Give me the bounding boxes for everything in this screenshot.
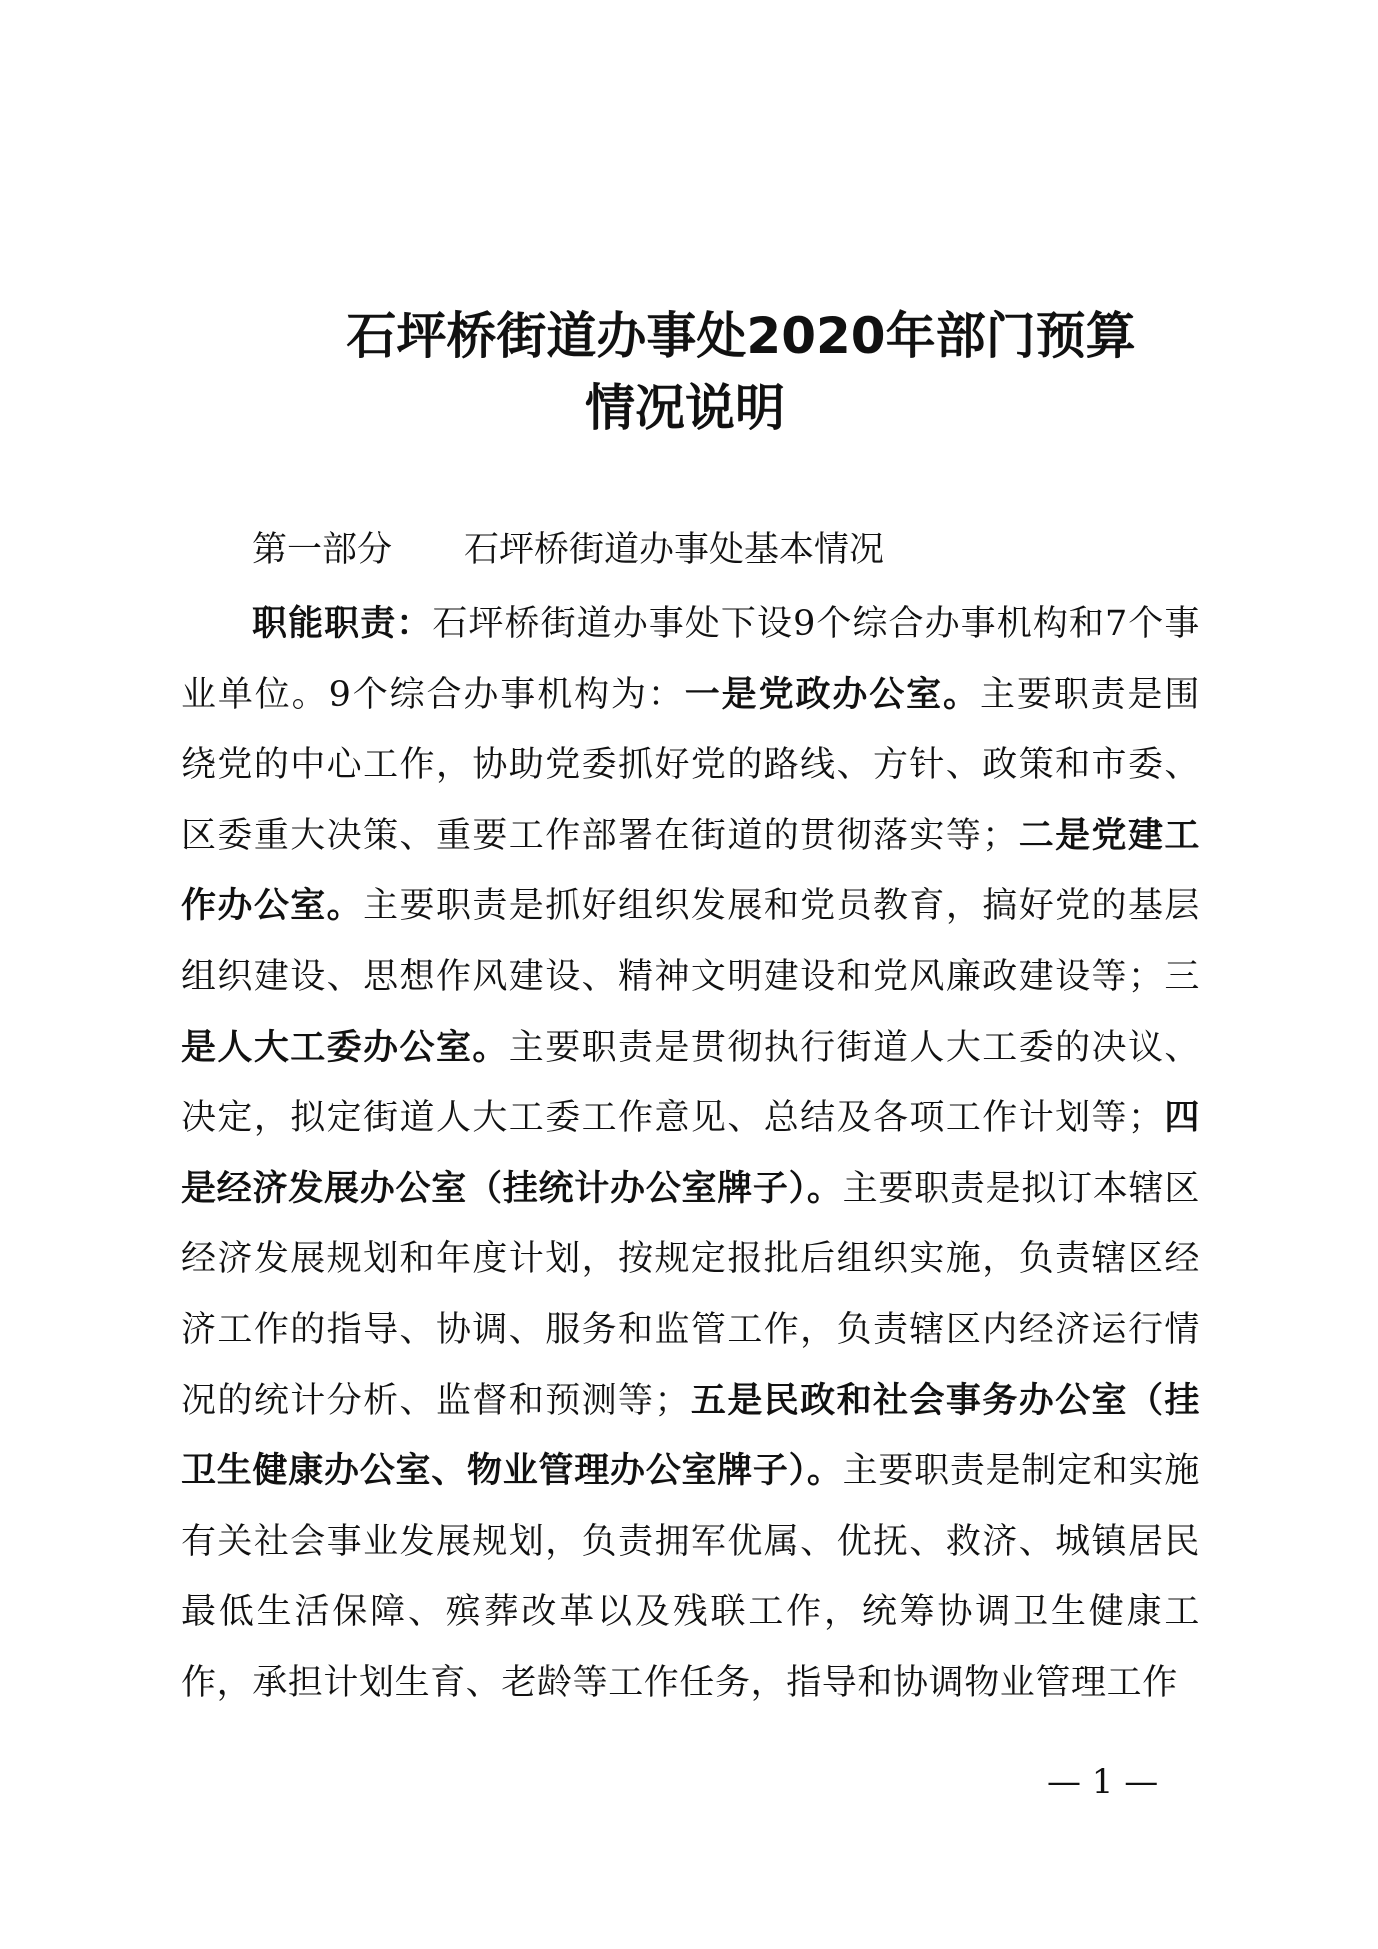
document-title-line-1: 石坪桥街道办事处2020年部门预算 (346, 307, 1136, 365)
section-part-label: 第一部分 (252, 530, 393, 570)
body-text-6: 主要职责是制定和实施有关社会事业发展规划，负责拥军优属、优抚、救济、城镇居民最低生活保障、殡葬改革以及残联工作，统筹协调卫生健康工作，承担计划生育、老龄等工作任务，指导和协调物业管理工作 (181, 1451, 1200, 1703)
section-heading (252, 525, 884, 575)
body-text-3: 主要职责是抓好组织发展和党员教育，搞好党的基层组织建设、思想作风建设、精神文明建设和党风廉政建设等；三 (181, 886, 1200, 997)
body-text-5: 主要职责是拟订本辖区经济发展规划和年度计划，按规定报批后组织实施，负责辖区经济工作的指导、协调、服务和监管工作，负责辖区内经济运行情况的统计分析、监督和预测等； (181, 1168, 1200, 1421)
office-4-name: 四是经济发展办公室（挂统计办公室牌子）。 (181, 1098, 1201, 1209)
office-2-name: 二是党建工作办公室。 (181, 815, 1200, 927)
office-1-name: 一是党政办公室。 (684, 674, 980, 715)
body-text-4: 主要职责是贯彻执行街道人大工委的决议、决定，拟定街道人大工委工作意见、总结及各项工作计划等； (181, 1027, 1200, 1139)
body-text-2: 主要职责是围绕党的中心工作，协助党委抓好党的路线、方针、政策和市委、区委重大决策、重要工作部署在街道的贯彻落实等； (181, 674, 1201, 856)
office-5-name: 五是民政和社会事务办公室（挂卫生健康办公室、物业管理办公室牌子）。 (181, 1380, 1200, 1492)
office-3-name: 是人大工委办公室。 (181, 1027, 509, 1068)
document-title-line-2: 情况说明 (585, 379, 785, 437)
body-text-1: 石坪桥街道办事处下设9个综合办事机构和7个事业单位。9个综合办事机构为： (181, 604, 1200, 715)
section-name: 石坪桥街道办事处基本情况 (464, 530, 885, 570)
body-paragraph (181, 589, 1200, 1719)
duties-label: 职能职责： (252, 604, 433, 644)
page-number: — 1 — (1047, 1762, 1159, 1802)
